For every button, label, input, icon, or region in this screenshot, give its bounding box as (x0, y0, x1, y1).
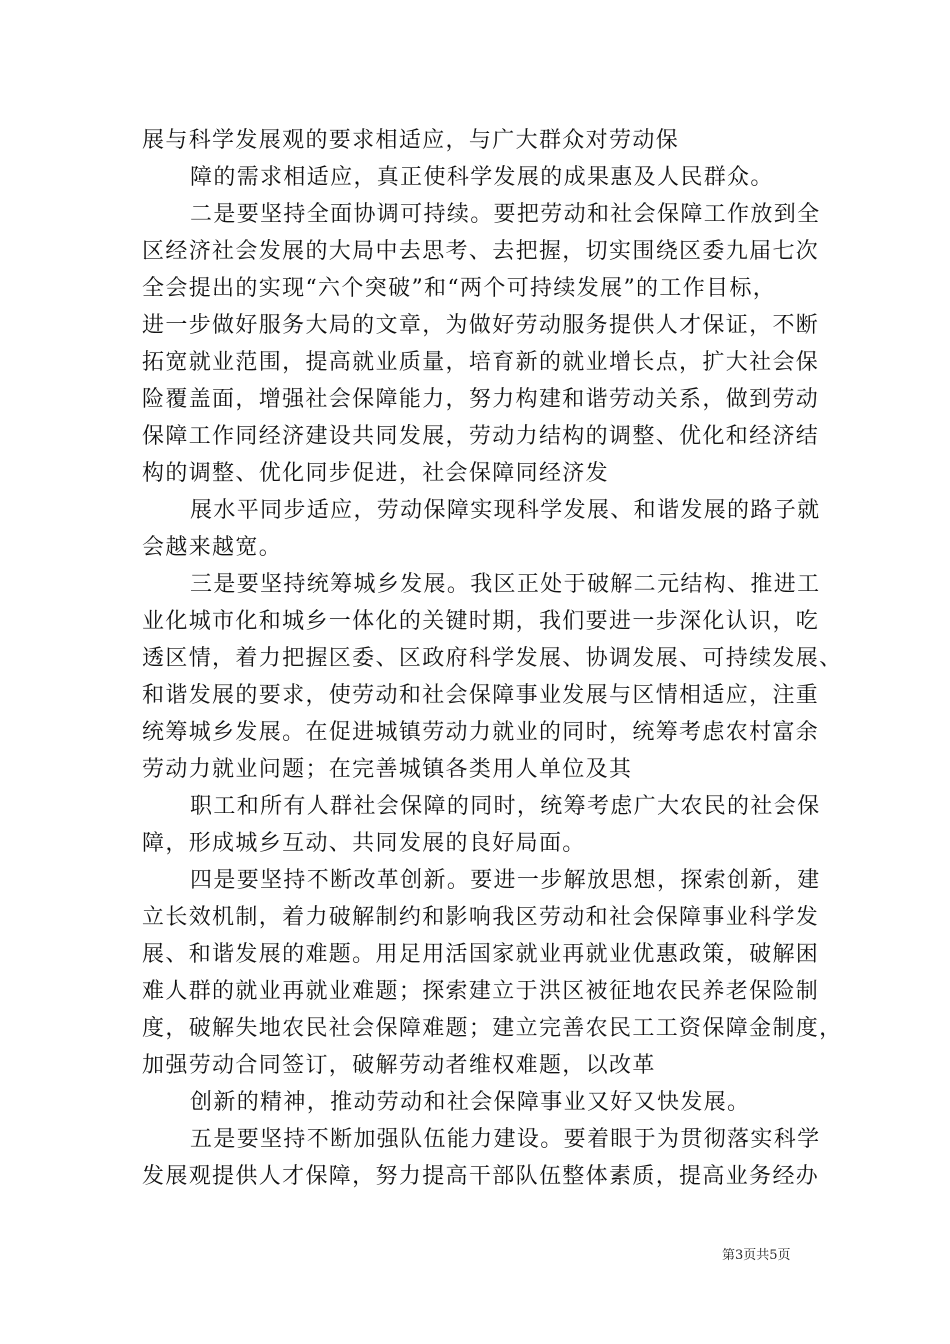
page-number: 第3页共5页 (722, 1248, 791, 1263)
text-line: 劳动力就业问题；在完善城镇各类用人单位及其 (142, 757, 633, 782)
text-line: 区经济社会发展的大局中去思考、去把握，切实围绕区委九届七次 (142, 239, 820, 264)
text-line: 度，破解失地农民社会保障难题；建立完善农民工工资保障金制度， (142, 1016, 843, 1041)
text-line: 业化城市化和城乡一体化的关键时期，我们要进一步深化认识，吃 (142, 609, 820, 634)
text-line: 险覆盖面，增强社会保障能力，努力构建和谐劳动关系，做到劳动 (142, 387, 820, 412)
text-line: 创新的精神，推动劳动和社会保障事业又好又快发展。 (190, 1090, 751, 1115)
text-line: 障的需求相适应，真正使科学发展的成果惠及人民群众。 (190, 165, 774, 190)
text-line: 统筹城乡发展。在促进城镇劳动力就业的同时，统筹考虑农村富余 (142, 720, 820, 745)
text-line: 进一步做好服务大局的文章，为做好劳动服务提供人才保证，不断 (142, 313, 820, 338)
text-line: 保障工作同经济建设共同发展，劳动力结构的调整、优化和经济结 (142, 424, 820, 449)
text-line: 展、和谐发展的难题。用足用活国家就业再就业优惠政策，破解困 (142, 942, 820, 967)
text-line: 职工和所有人群社会保障的同时，统筹考虑广大农民的社会保 (190, 794, 821, 819)
text-line: 五是要坚持不断加强队伍能力建设。要着眼于为贯彻落实科学 (190, 1127, 821, 1152)
text-line: 展水平同步适应，劳动保障实现科学发展、和谐发展的路子就 (190, 498, 821, 523)
text-line: 和谐发展的要求，使劳动和社会保障事业发展与区情相适应，注重 (142, 683, 820, 708)
text-line: 会越来越宽。 (142, 535, 283, 560)
text-line: 二是要坚持全面协调可持续。要把劳动和社会保障工作放到全 (190, 202, 821, 227)
text-line: 难人群的就业再就业难题；探索建立于洪区被征地农民养老保险制 (142, 979, 820, 1004)
text-line: 三是要坚持统筹城乡发展。我区正处于破解二元结构、推进工 (190, 572, 821, 597)
text-line: 构的调整、优化同步促进，社会保障同经济发 (142, 461, 610, 486)
text-line: 立长效机制，着力破解制约和影响我区劳动和社会保障事业科学发 (142, 905, 820, 930)
text-line: 四是要坚持不断改革创新。要进一步解放思想，探索创新，建 (190, 868, 821, 893)
text-line: 发展观提供人才保障，努力提高干部队伍整体素质，提高业务经办 (142, 1164, 820, 1189)
text-line: 展与科学发展观的要求相适应，与广大群众对劳动保 (142, 128, 680, 153)
text-line: 加强劳动合同签订，破解劳动者维权难题，以改革 (142, 1053, 656, 1078)
text-line: 障，形成城乡互动、共同发展的良好局面。 (142, 831, 586, 856)
text-line: 透区情，着力把握区委、区政府科学发展、协调发展、可持续发展、 (142, 646, 843, 671)
text-line: 拓宽就业范围，提高就业质量，培育新的就业增长点，扩大社会保 (142, 350, 820, 375)
text-line: 全会提出的实现“六个突破”和“两个可持续发展”的工作目标， (142, 276, 777, 301)
